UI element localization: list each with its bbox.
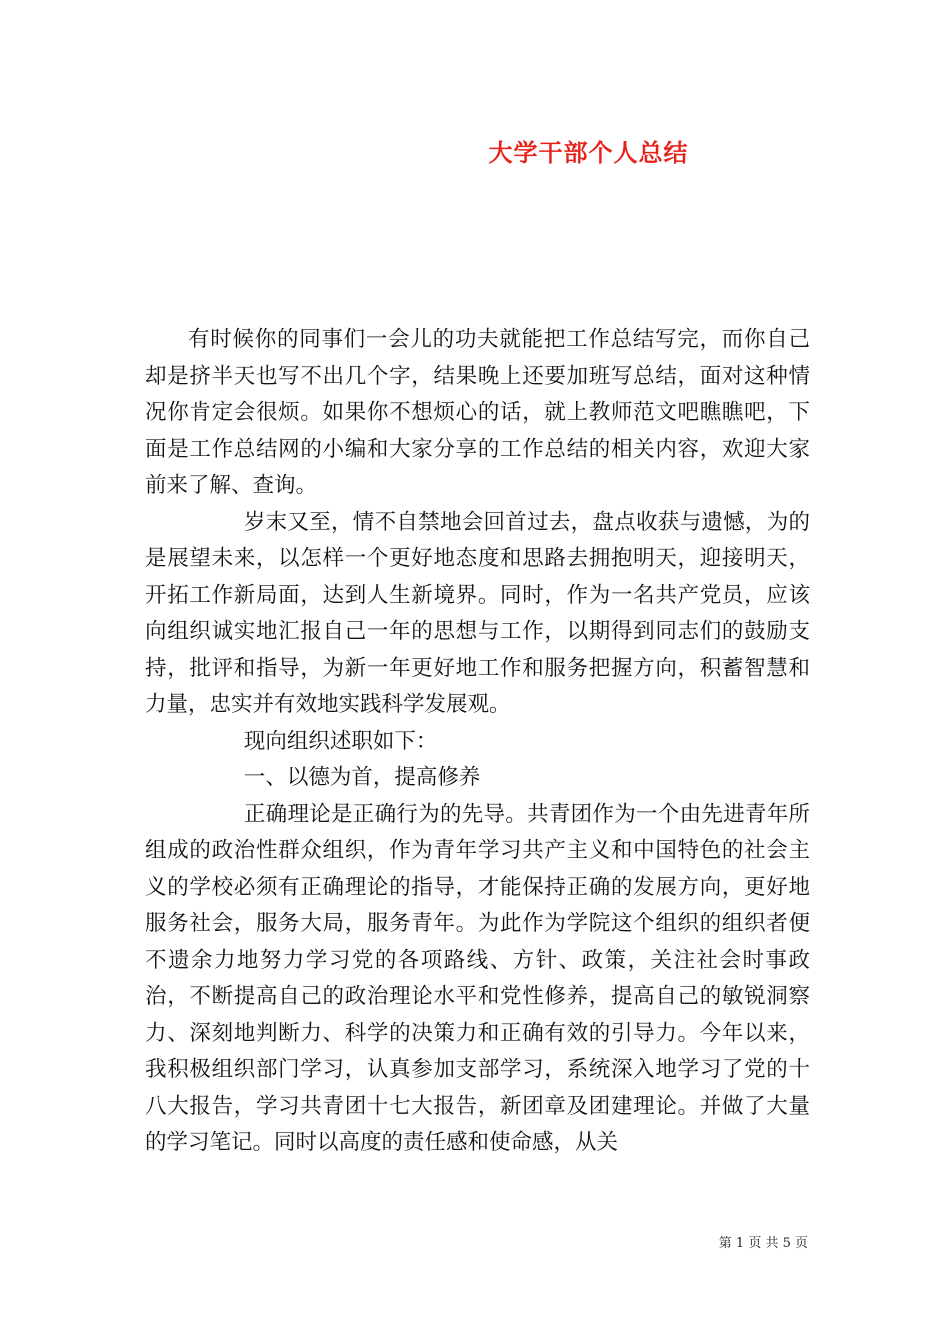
- section-heading-1: 一、以德为首，提高修养: [243, 765, 481, 790]
- paragraph-year-end: 岁末又至，情不自禁地会回首过去，盘点收获与遗憾，为的是展望未来，以怎样一个更好地态度和思路去拥抱明天，迎接明天，开拓工作新局面，达到人生新境界。同时，作为一名共产党员，应该向组织诚实地汇报自己一年的思想与工作，以期得到同志们的鼓励支持，批评和指导，为新一年更好地工作和服务把握方向，积蓄智慧和力量，忠实并有效地实践科学发展观。: [145, 509, 810, 717]
- paragraph-report-lead: 现向组织述职如下：: [243, 728, 438, 754]
- paragraph-intro: 有时候你的同事们一会儿的功夫就能把工作总结写完，而你自己却是挤半天也写不出几个字，结果晚上还要加班写总结，面对这种情况你肯定会很烦。如果你不想烦心的话，就上教师范文吧瞧瞧吧，下面是工作总结网的小编和大家分享的工作总结的相关内容，欢迎大家前来了解、查询。: [145, 327, 810, 498]
- document-body: [145, 322, 810, 1162]
- paragraph-theory: 正确理论是正确行为的先导。共青团作为一个由先进青年所组成的政治性群众组织，作为青年学习共产主义和中国特色的社会主义的学校必须有正确理论的指导，才能保持正确的发展方向，更好地服务社会，服务大局，服务青年。为此作为学院这个组织的组织者便不遗余力地努力学习党的各项路线、方针、政策，关注社会时事政治，不断提高自己的政治理论水平和党性修养，提高自己的敏锐洞察力、深刻地判断力、科学的决策力和正确有效的引导力。今年以来，我积极组织部门学习，认真参加支部学习，系统深入地学习了党的十八大报告，学习共青团十七大报告，新团章及团建理论。并做了大量的学习笔记。同时以高度的责任感和使命感，从关: [145, 801, 810, 1155]
- page-number-footer: 第 1 页 共 5 页: [718, 1236, 808, 1251]
- document-title: 大学干部个人总结: [488, 139, 689, 167]
